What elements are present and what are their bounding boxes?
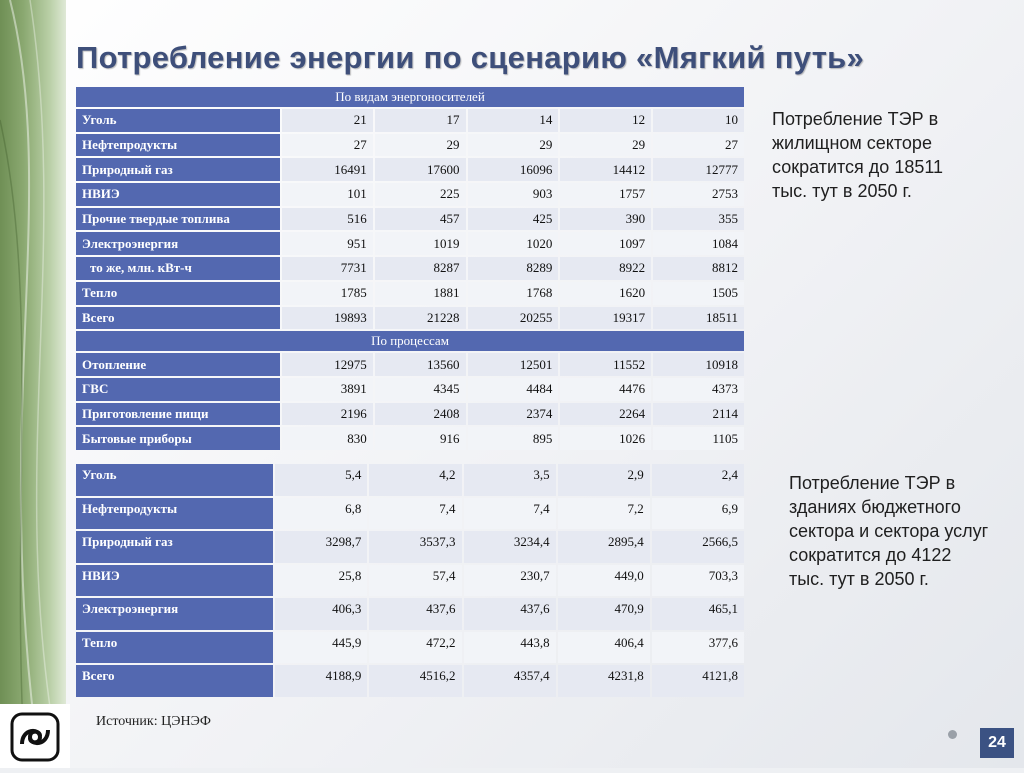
table-row (76, 183, 744, 206)
table-cell: 7731 (282, 257, 373, 280)
processes-rows (76, 353, 744, 450)
table-cell: 17 (375, 109, 466, 132)
table-cell: 29 (468, 134, 559, 157)
table-cell: 2895,4 (558, 531, 650, 563)
table-row (76, 403, 744, 426)
table-cell: 225 (375, 183, 466, 206)
table-cell: 465,1 (652, 598, 744, 630)
carriers-rows (76, 109, 744, 329)
row-label: Электроэнергия (76, 232, 280, 255)
table-cell: 6,8 (275, 498, 367, 530)
table-cell: 11552 (560, 353, 651, 376)
table-cell: 27 (653, 134, 744, 157)
row-label: Уголь (76, 109, 280, 132)
table-cell: 406,4 (558, 632, 650, 664)
table-cell: 516 (282, 208, 373, 231)
table-cell: 25,8 (275, 565, 367, 597)
slide-title: Потребление энергии по сценарию «Мягкий путь» (76, 40, 865, 75)
table-cell: 406,3 (275, 598, 367, 630)
table-cell: 3234,4 (464, 531, 556, 563)
row-label: Тепло (76, 282, 280, 305)
table-cell: 8812 (653, 257, 744, 280)
table-cell: 8289 (468, 257, 559, 280)
table-cell: 3298,7 (275, 531, 367, 563)
table-row (76, 665, 744, 697)
table-row (76, 427, 744, 450)
table-cell: 20255 (468, 307, 559, 330)
table-cell: 1097 (560, 232, 651, 255)
table-cell: 16491 (282, 158, 373, 181)
table-cell: 4516,2 (369, 665, 461, 697)
page-number: 24 (980, 728, 1014, 758)
table-cell: 3,5 (464, 464, 556, 496)
table-cell: 916 (375, 427, 466, 450)
page-dot-icon (948, 730, 957, 739)
section-header-carriers: По видам энергоносителей (76, 87, 744, 107)
table-cell: 4188,9 (275, 665, 367, 697)
table-cell: 425 (468, 208, 559, 231)
table-cell: 21228 (375, 307, 466, 330)
table-cell: 29 (375, 134, 466, 157)
table-cell: 903 (468, 183, 559, 206)
table-row (76, 109, 744, 132)
table-cell: 3891 (282, 378, 373, 401)
public-sector-table (74, 462, 746, 699)
table-cell: 355 (653, 208, 744, 231)
table-cell: 4476 (560, 378, 651, 401)
table-row (76, 134, 744, 157)
table-cell: 457 (375, 208, 466, 231)
table-cell: 449,0 (558, 565, 650, 597)
row-label: Природный газ (76, 531, 273, 563)
table-cell: 2196 (282, 403, 373, 426)
table-cell: 18511 (653, 307, 744, 330)
table-cell: 12501 (468, 353, 559, 376)
table-cell: 5,4 (275, 464, 367, 496)
table-cell: 8287 (375, 257, 466, 280)
table-cell: 8922 (560, 257, 651, 280)
table-cell: 14412 (560, 158, 651, 181)
note-residential: Потребление ТЭР в жилищном секторе сократится до 18511 тыс. тут в 2050 г. (772, 109, 944, 201)
table-cell: 17600 (375, 158, 466, 181)
table-cell: 29 (560, 134, 651, 157)
row-label: Тепло (76, 632, 273, 664)
row-label: Всего (76, 307, 280, 330)
table-cell: 57,4 (369, 565, 461, 597)
table-cell: 1105 (653, 427, 744, 450)
table-cell: 830 (282, 427, 373, 450)
table-cell: 445,9 (275, 632, 367, 664)
table-cell: 21 (282, 109, 373, 132)
table-cell: 230,7 (464, 565, 556, 597)
table-cell: 437,6 (369, 598, 461, 630)
row-label: Нефтепродукты (76, 498, 273, 530)
table-cell: 7,4 (369, 498, 461, 530)
source-caption: Источник: ЦЭНЭФ (96, 714, 211, 729)
table-cell: 4231,8 (558, 665, 650, 697)
row-label: Прочие твердые топлива (76, 208, 280, 231)
table-cell: 13560 (375, 353, 466, 376)
table-cell: 2753 (653, 183, 744, 206)
table-cell: 470,9 (558, 598, 650, 630)
logo (0, 704, 70, 768)
table-cell: 4,2 (369, 464, 461, 496)
table-row (76, 464, 744, 496)
table-cell: 6,9 (652, 498, 744, 530)
table-cell: 1757 (560, 183, 651, 206)
table-cell: 19893 (282, 307, 373, 330)
table-row (76, 307, 744, 330)
table-cell: 2,9 (558, 464, 650, 496)
energy-carriers-processes-table (74, 85, 746, 452)
table-cell: 2566,5 (652, 531, 744, 563)
table-cell: 1620 (560, 282, 651, 305)
table-row (76, 632, 744, 664)
note-public-sector: Потребление ТЭР в зданиях бюджетного сектора и сектора услуг сократится до 4122 тыс. тут в 2050 г. (789, 473, 989, 589)
section-header-processes: По процессам (76, 331, 744, 351)
row-label: Нефтепродукты (76, 134, 280, 157)
table-row (76, 257, 744, 280)
table-cell: 1881 (375, 282, 466, 305)
table-cell: 2408 (375, 403, 466, 426)
table-cell: 4484 (468, 378, 559, 401)
table-cell: 16096 (468, 158, 559, 181)
public-sector-rows (76, 464, 744, 697)
table-cell: 4121,8 (652, 665, 744, 697)
table-cell: 1785 (282, 282, 373, 305)
table-row (76, 353, 744, 376)
table-cell: 2,4 (652, 464, 744, 496)
table-row (76, 598, 744, 630)
table-cell: 19317 (560, 307, 651, 330)
table-cell: 12777 (653, 158, 744, 181)
row-label: ГВС (76, 378, 280, 401)
table-cell: 2374 (468, 403, 559, 426)
table-cell: 12975 (282, 353, 373, 376)
table-cell: 1026 (560, 427, 651, 450)
table-row (76, 565, 744, 597)
table-cell: 1019 (375, 232, 466, 255)
row-label: Уголь (76, 464, 273, 496)
table-cell: 377,6 (652, 632, 744, 664)
table-cell: 12 (560, 109, 651, 132)
table-cell: 10918 (653, 353, 744, 376)
table-row (76, 282, 744, 305)
table-cell: 4345 (375, 378, 466, 401)
table-row (76, 378, 744, 401)
table-cell: 437,6 (464, 598, 556, 630)
table-cell: 1505 (653, 282, 744, 305)
table-cell: 472,2 (369, 632, 461, 664)
table-row (76, 531, 744, 563)
table-cell: 390 (560, 208, 651, 231)
table-cell: 1084 (653, 232, 744, 255)
table-cell: 4373 (653, 378, 744, 401)
table-cell: 703,3 (652, 565, 744, 597)
table-cell: 7,2 (558, 498, 650, 530)
row-label: НВИЭ (76, 183, 280, 206)
row-label: Приготовление пищи (76, 403, 280, 426)
table-cell: 14 (468, 109, 559, 132)
row-label: Отопление (76, 353, 280, 376)
table-cell: 895 (468, 427, 559, 450)
table-cell: 3537,3 (369, 531, 461, 563)
table-cell: 443,8 (464, 632, 556, 664)
row-label: НВИЭ (76, 565, 273, 597)
table-cell: 27 (282, 134, 373, 157)
green-decorative-stripe (0, 0, 66, 768)
row-label: Электроэнергия (76, 598, 273, 630)
table-cell: 951 (282, 232, 373, 255)
table-cell: 4357,4 (464, 665, 556, 697)
row-label: Природный газ (76, 158, 280, 181)
table-row (76, 232, 744, 255)
table-cell: 2264 (560, 403, 651, 426)
table-cell: 7,4 (464, 498, 556, 530)
table-cell: 10 (653, 109, 744, 132)
table-cell: 1020 (468, 232, 559, 255)
table-row (76, 208, 744, 231)
table-cell: 101 (282, 183, 373, 206)
table-cell: 2114 (653, 403, 744, 426)
row-label: то же, млн. кВт-ч (76, 257, 280, 280)
row-label: Бытовые приборы (76, 427, 280, 450)
row-label: Всего (76, 665, 273, 697)
table-cell: 1768 (468, 282, 559, 305)
table-row (76, 158, 744, 181)
table-row (76, 498, 744, 530)
